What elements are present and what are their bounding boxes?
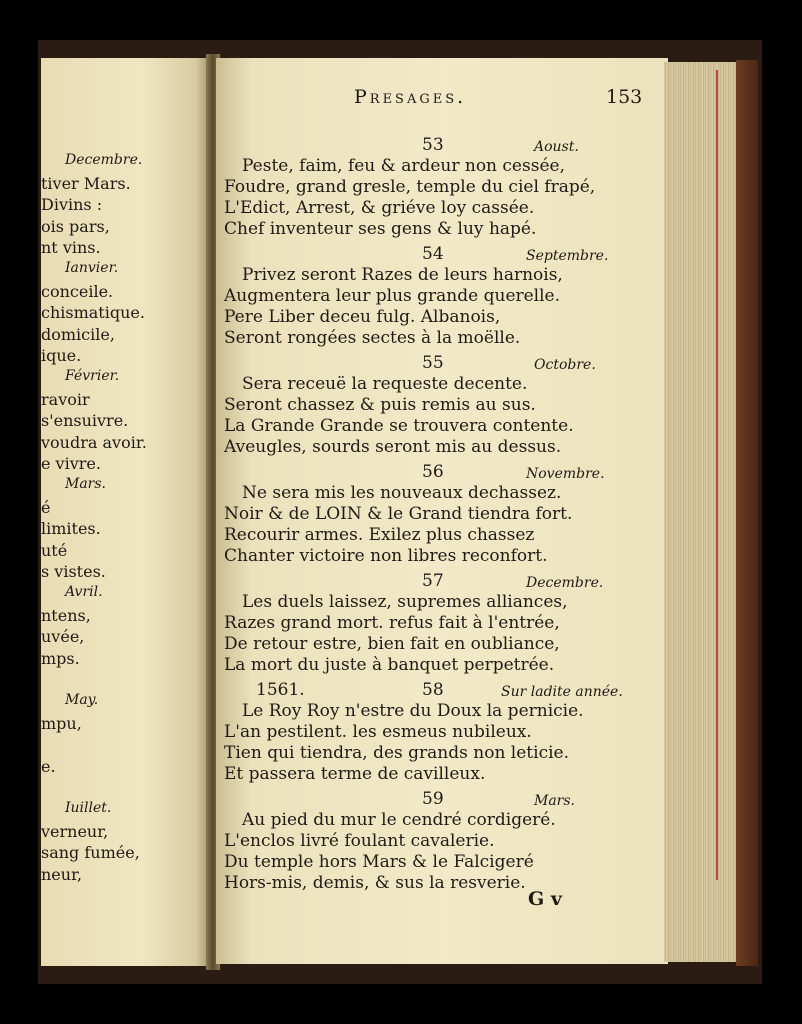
quatrain-month: Sur ladite année. (501, 684, 623, 700)
quatrain-number: 53 (422, 135, 444, 155)
verse-line: Hors-mis, demis, & sus la resverie. (224, 873, 526, 893)
left-verse-fragment: chismatique. (41, 303, 145, 323)
verse-line: Pere Liber deceu fulg. Albanois, (224, 307, 501, 327)
verse-line: Foudre, grand gresle, temple du ciel frapé, (224, 177, 596, 197)
left-verse-fragment: ois pars, (41, 216, 110, 236)
left-verse-fragment: domicile, (41, 324, 115, 344)
verse-line: Du temple hors Mars & le Falcigeré (224, 852, 534, 872)
left-verse-fragment: neur, (41, 864, 83, 884)
verse-line: Au pied du mur le cendré cordigeré. (242, 810, 556, 830)
left-verse-fragment: voudra avoir. (41, 432, 147, 452)
verse-line: Chanter victoire non libres reconfort. (224, 546, 548, 566)
verse-line: Noir & de LOIN & le Grand tiendra fort. (224, 504, 573, 524)
quatrain-month: Mars. (534, 793, 576, 809)
quatrain-month: Octobre. (534, 357, 596, 373)
left-month-heading: Février. (65, 368, 120, 384)
verse-line: Chef inventeur ses gens & luy hapé. (224, 219, 537, 239)
verse-line: De retour estre, bien fait en oubliance, (224, 634, 560, 654)
page-edges (664, 62, 738, 962)
left-verse-fragment: s'ensuivre. (41, 411, 129, 431)
quatrain-number: 57 (422, 571, 444, 591)
page-number: 153 (606, 86, 643, 108)
running-header: Presages. (354, 86, 467, 108)
left-month-heading: Decembre. (65, 152, 143, 168)
quatrain-number: 56 (422, 462, 444, 482)
left-verse-fragment: ravoir (41, 389, 90, 409)
verse-line: Peste, faim, feu & ardeur non cessée, (242, 156, 565, 176)
verse-line: Aveugles, sourds seront mis au dessus. (224, 437, 562, 457)
left-verse-fragment: nt vins. (41, 238, 101, 258)
quatrain-month: Septembre. (526, 248, 609, 264)
verse-line: Les duels laissez, supremes alliances, (242, 592, 568, 612)
cover-edge (736, 60, 758, 966)
quatrain-number: 58 (422, 680, 444, 700)
left-verse-fragment: e vivre. (41, 454, 101, 474)
left-verse-fragment: limites. (41, 519, 101, 539)
left-month-heading: Avril. (65, 584, 103, 600)
verse-line: Ne sera mis les nouveaux dechassez. (242, 483, 562, 503)
verse-line: Le Roy Roy n'estre du Doux la pernicie. (242, 701, 584, 721)
quatrain-number: 59 (422, 789, 444, 809)
left-verse-fragment: é (41, 497, 51, 517)
left-month-heading: Ianvier. (65, 260, 119, 276)
left-month-heading: May. (65, 692, 99, 708)
left-verse-fragment: mps. (41, 648, 80, 668)
verse-line: L'enclos livré foulant cavalerie. (224, 831, 495, 851)
verse-line: La Grande Grande se trouvera contente. (224, 416, 574, 436)
verse-line: Tien qui tiendra, des grands non leticie. (224, 743, 569, 763)
left-verse-fragment: sang fumée, (41, 843, 140, 863)
right-page (216, 58, 668, 964)
left-verse-fragment: ntens, (41, 605, 91, 625)
left-verse-fragment: verneur, (41, 821, 109, 841)
verse-line: Seront rongées sectes à la moëlle. (224, 328, 521, 348)
left-verse-fragment: ique. (41, 346, 82, 366)
left-month-heading: Mars. (65, 476, 107, 492)
verse-line: Sera receuë la requeste decente. (242, 374, 528, 394)
quatrain-number: 55 (422, 353, 444, 373)
verse-line: L'an pestilent. les esmeus nubileux. (224, 722, 532, 742)
left-verse-fragment: e. (41, 756, 56, 776)
verse-line: Privez seront Razes de leurs harnois, (242, 265, 563, 285)
verse-line: Augmentera leur plus grande querelle. (224, 286, 561, 306)
left-month-heading: Iuillet. (65, 800, 112, 816)
verse-line: Razes grand mort. refus fait à l'entrée, (224, 613, 560, 633)
signature-mark: G v (528, 888, 562, 910)
quatrain-year: 1561. (256, 680, 305, 700)
quatrain-month: Novembre. (526, 466, 605, 482)
verse-line: L'Edict, Arrest, & griéve loy cassée. (224, 198, 535, 218)
verse-line: Seront chassez & puis remis au sus. (224, 395, 536, 415)
quatrain-number: 54 (422, 244, 444, 264)
quatrain-month: Decembre. (526, 575, 604, 591)
bookmark-ribbon (716, 70, 718, 880)
quatrain-month: Aoust. (534, 139, 579, 155)
left-page (41, 58, 209, 966)
left-verse-fragment: s vistes. (41, 562, 106, 582)
left-verse-fragment: tiver Mars. (41, 173, 131, 193)
left-verse-fragment: Divins : (41, 195, 103, 215)
left-verse-fragment: uté (41, 540, 68, 560)
verse-line: Et passera terme de cavilleux. (224, 764, 486, 784)
verse-line: Recourir armes. Exilez plus chassez (224, 525, 535, 545)
left-verse-fragment: uvée, (41, 627, 85, 647)
left-verse-fragment: mpu, (41, 713, 82, 733)
left-verse-fragment: conceile. (41, 281, 114, 301)
verse-line: La mort du juste à banquet perpetrée. (224, 655, 555, 675)
